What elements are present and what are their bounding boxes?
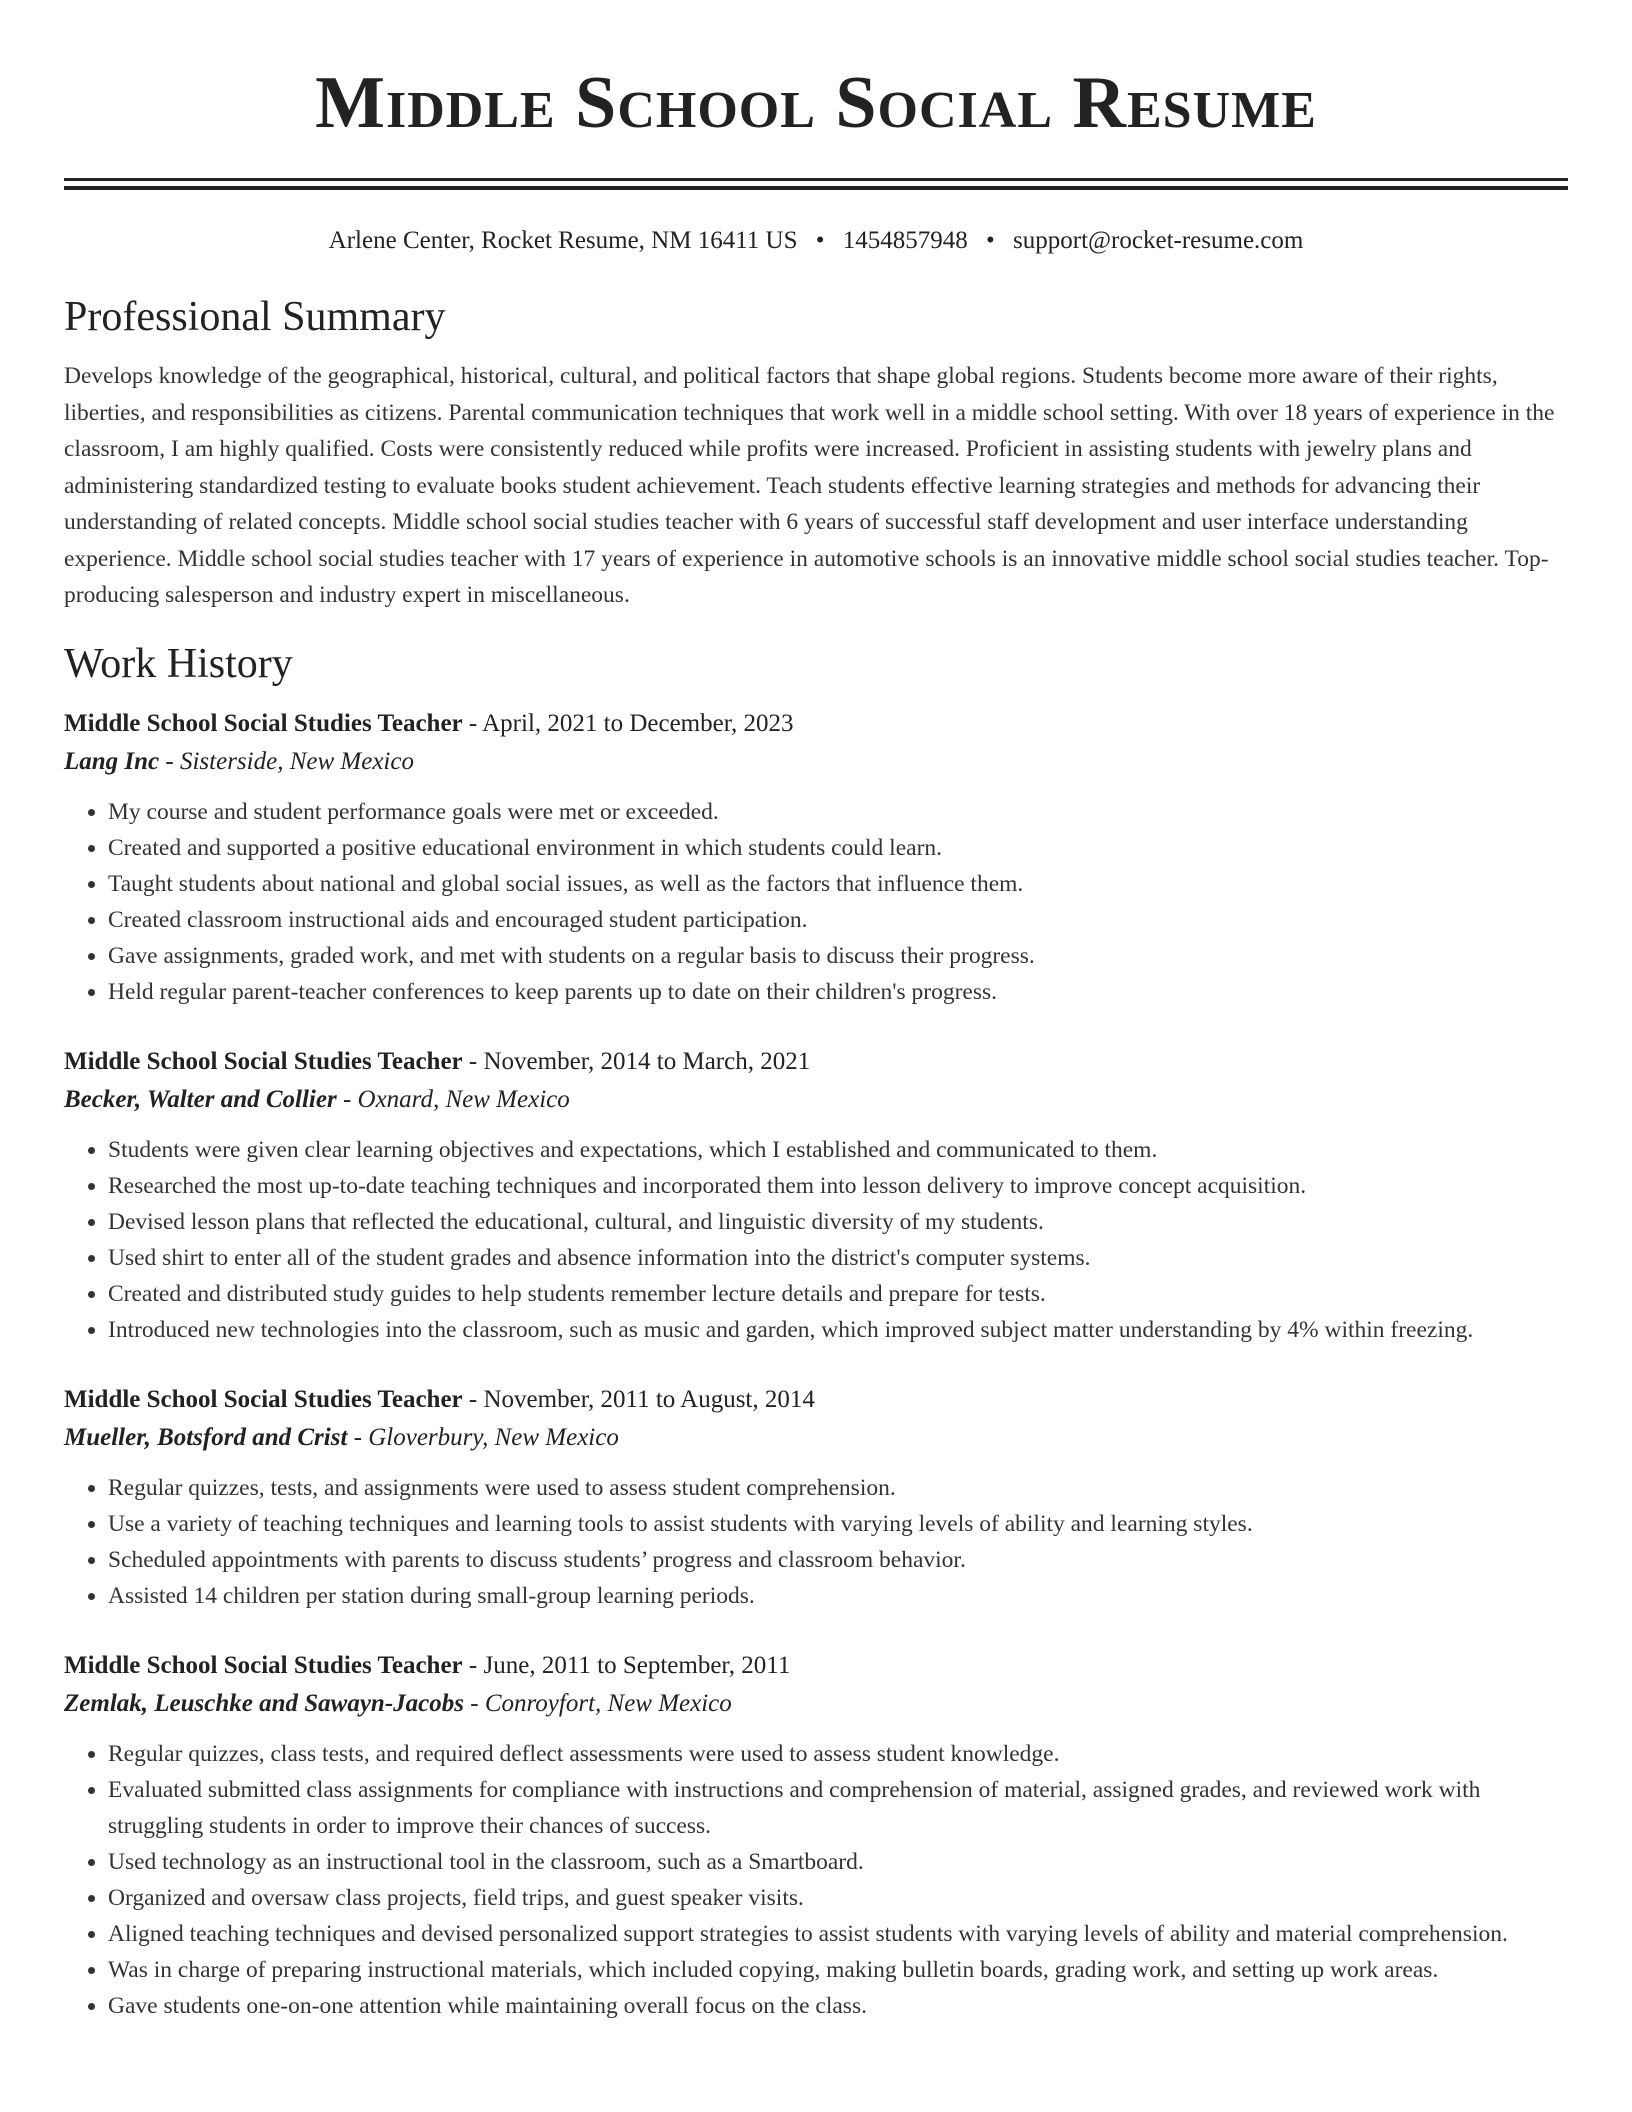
job-entry <box>64 705 1568 1010</box>
duty-item: • Regular quizzes, class tests, and required deflect assessments were used to assess student knowledge. <box>108 1736 1568 1772</box>
duty-item: • Devised lesson plans that reflected the educational, cultural, and linguistic diversity of my students. <box>108 1204 1568 1240</box>
summary-section <box>64 290 1568 614</box>
duty-item: • Used shirt to enter all of the student grades and absence information into the district's computer systems. <box>108 1240 1568 1276</box>
job-employer <box>64 743 1568 781</box>
job-location: - Oxnard, New Mexico <box>336 1085 570 1113</box>
duty-item: • Evaluated submitted class assignments for compliance with instructions and comprehension of material, assigned grades, and reviewed work with struggling students in order to improve their chances of success. <box>108 1772 1568 1844</box>
contact-line <box>64 224 1568 258</box>
job-header <box>64 705 1568 743</box>
job-company: Lang Inc <box>64 747 160 775</box>
job-duties <box>64 1132 1568 1348</box>
duty-item: • Gave students one-on-one attention while maintaining overall focus on the class. <box>108 1988 1568 2024</box>
contact-email: support@rocket-resume.com <box>1013 227 1304 254</box>
title-rule-bottom <box>64 186 1568 190</box>
job-employer <box>64 1685 1568 1723</box>
job-employer <box>64 1419 1568 1457</box>
duty-item: • Used technology as an instructional tool in the classroom, such as a Smartboard. <box>108 1844 1568 1880</box>
work-history-heading: Work History <box>64 640 293 687</box>
resume-title: Middle School Social Resume <box>315 62 1317 144</box>
duty-item: • Was in charge of preparing instructional materials, which included copying, making bulletin boards, grading work, and setting up work areas. <box>108 1952 1568 1988</box>
job-role: Middle School Social Studies Teacher <box>64 1651 463 1679</box>
duty-item: • Taught students about national and global social issues, as well as the factors that influence them. <box>108 866 1568 902</box>
job-company: Zemlak, Leuschke and Sawayn-Jacobs <box>64 1689 464 1717</box>
job-duties <box>64 1470 1568 1614</box>
duty-item: • Gave assignments, graded work, and met with students on a regular basis to discuss their progress. <box>108 938 1568 974</box>
job-location: - Conroyfort, New Mexico <box>464 1689 732 1717</box>
job-dates: - November, 2011 to August, 2014 <box>462 1385 815 1413</box>
contact-separator: • <box>815 227 825 254</box>
job-header <box>64 1043 1568 1081</box>
job-header <box>64 1647 1568 1685</box>
job-location: - Sisterside, New Mexico <box>159 747 414 775</box>
job-header <box>64 1381 1568 1419</box>
contact-phone: 1454857948 <box>842 227 968 254</box>
job-dates: - November, 2014 to March, 2021 <box>462 1047 811 1075</box>
duty-item: • Created and distributed study guides to help students remember lecture details and prepare for tests. <box>108 1276 1568 1312</box>
duty-item: • Researched the most up-to-date teaching techniques and incorporated them into lesson delivery to improve concept acquisition. <box>108 1168 1568 1204</box>
title-rule-top <box>64 178 1568 181</box>
duty-item: • Students were given clear learning objectives and expectations, which I established and communicated to them. <box>108 1132 1568 1168</box>
job-dates: - April, 2021 to December, 2023 <box>462 709 794 737</box>
duty-item: • Organized and oversaw class projects, field trips, and guest speaker visits. <box>108 1880 1568 1916</box>
duty-item: • Scheduled appointments with parents to discuss students’ progress and classroom behavior. <box>108 1542 1568 1578</box>
duty-item: • My course and student performance goals were met or exceeded. <box>108 794 1568 830</box>
job-entry <box>64 1647 1568 2024</box>
duty-item: • Assisted 14 children per station during small-group learning periods. <box>108 1578 1568 1614</box>
job-company: Mueller, Botsford and Crist <box>64 1423 348 1451</box>
job-role: Middle School Social Studies Teacher <box>64 1385 463 1413</box>
duty-item: • Regular quizzes, tests, and assignments were used to assess student comprehension. <box>108 1470 1568 1506</box>
job-duties <box>64 794 1568 1010</box>
job-dates: - June, 2011 to September, 2011 <box>462 1651 791 1679</box>
summary-heading: Professional Summary <box>64 294 446 340</box>
contact-separator: • <box>986 227 995 254</box>
work-history-section <box>64 637 1568 2024</box>
duty-item: • Aligned teaching techniques and devised personalized support strategies to assist students with varying levels of ability and material comprehension. <box>108 1916 1568 1952</box>
duty-item: • Created classroom instructional aids and encouraged student participation. <box>108 902 1568 938</box>
job-employer <box>64 1081 1568 1119</box>
summary-text: Develops knowledge of the geographical, historical, cultural, and political factors that shape global regions. Students become more aware of their rights, liberties, and responsibilities as citizens. Parental communication techniques that work well in a middle school setting. With over 18 years of experience in the classroom, I am highly qualified. Costs were consistently reduced while profits were increased. Proficient in assisting students with jewelry plans and administering standardized testing to evaluate books student achievement. Teach students effective learning strategies and methods for advancing their understanding of related concepts. Middle school social studies teacher with 6 years of successful staff development and user interface understanding experience. Middle school social studies teacher with 17 years of experience in automotive schools is an innovative middle school social studies teacher. Top-producing salesperson and industry expert in miscellaneous. <box>64 363 1555 608</box>
duty-item: • Created and supported a positive educational environment in which students could learn. <box>108 830 1568 866</box>
contact-address: Arlene Center, Rocket Resume, NM 16411 US <box>328 227 798 254</box>
job-entry <box>64 1043 1568 1348</box>
job-location: - Gloverbury, New Mexico <box>347 1423 619 1451</box>
job-role: Middle School Social Studies Teacher <box>64 709 463 737</box>
duty-item: • Use a variety of teaching techniques and learning tools to assist students with varying levels of ability and learning styles. <box>108 1506 1568 1542</box>
duty-item: • Held regular parent-teacher conferences to keep parents up to date on their children's progress. <box>108 974 1568 1010</box>
duty-item: • Introduced new technologies into the classroom, such as music and garden, which improved subject matter understanding by 4% within freezing. <box>108 1312 1568 1348</box>
job-duties <box>64 1736 1568 2024</box>
job-company: Becker, Walter and Collier <box>64 1085 337 1113</box>
job-role: Middle School Social Studies Teacher <box>64 1047 463 1075</box>
job-entry <box>64 1381 1568 1614</box>
